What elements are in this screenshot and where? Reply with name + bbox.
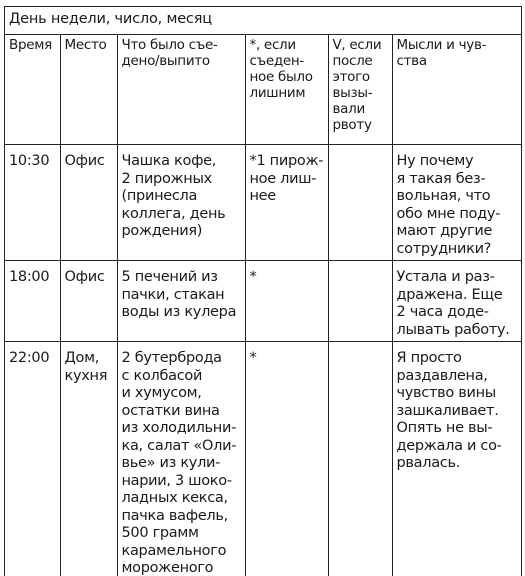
cell-thoughts: Устала и раз- дражена. Еще 2 часа доде- лывать работу. xyxy=(392,261,521,342)
column-header-time: Время xyxy=(5,35,60,145)
column-header-place: Место xyxy=(60,35,117,145)
table-row xyxy=(5,342,521,576)
cell-thoughts: Я просто раздавлена, чувство вины зашкаливает. Опять не вы- держала и со- рвалась. xyxy=(392,342,521,576)
column-header-vomit: V, если после этого вызы- вали рвоту xyxy=(328,35,392,145)
cell-time: 10:30 xyxy=(5,145,60,261)
table-header-row xyxy=(5,35,521,145)
cell-thoughts: Ну почему я такая без- вольная, что обо мне поду- мают другие сотрудники? xyxy=(392,145,521,261)
cell-time: 18:00 xyxy=(5,261,60,342)
cell-food: 2 бутерброда с колбасой и хумусом, остатки вина из холодильни- ка, салат «Оли- вье» из кули- нарии, 3 шоко- ладных кекса, пачка вафель, 500 грамм карамельного мороженого xyxy=(117,342,245,576)
cell-vomit xyxy=(328,261,392,342)
column-header-thoughts: Мысли и чув- ства xyxy=(392,35,521,145)
date-heading: День недели, число, месяц xyxy=(5,7,521,35)
cell-place: Офис xyxy=(60,261,117,342)
food-diary-table xyxy=(5,35,521,576)
cell-extra: * xyxy=(245,342,328,576)
cell-time: 22:00 xyxy=(5,342,60,576)
cell-place: Офис xyxy=(60,145,117,261)
table-row xyxy=(5,145,521,261)
cell-vomit xyxy=(328,145,392,261)
cell-place: Дом, кухня xyxy=(60,342,117,576)
cell-extra: * xyxy=(245,261,328,342)
food-diary-sheet xyxy=(4,6,522,576)
column-header-extra: *, если съеден- ное было лишним xyxy=(245,35,328,145)
cell-food: 5 печений из пачки, стакан воды из кулера xyxy=(117,261,245,342)
table-row xyxy=(5,261,521,342)
column-header-food: Что было съе- дено/выпито xyxy=(117,35,245,145)
cell-vomit xyxy=(328,342,392,576)
cell-food: Чашка кофе, 2 пирожных (принесла коллега, день рождения) xyxy=(117,145,245,261)
cell-extra: *1 пирож- ное лиш- нее xyxy=(245,145,328,261)
